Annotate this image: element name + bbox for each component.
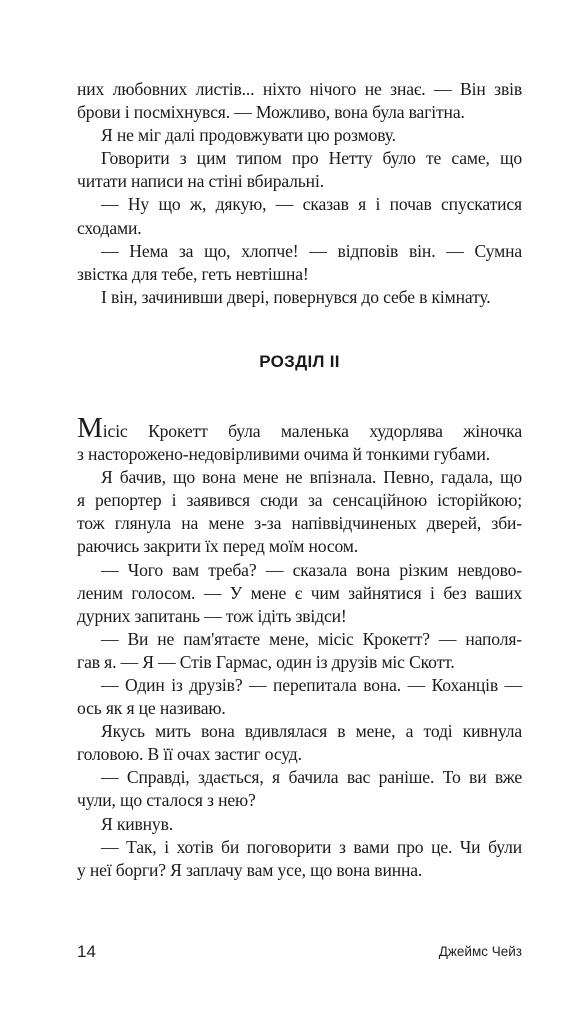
text-line: з насторожено-недовірливими очима й тонкими губами. [77,444,491,465]
text-line: Я бачив, що вона мене не впізнала. Певно, гадала, що [101,467,522,488]
paragraph [77,766,522,812]
chapter-heading: РОЗДІЛ ІІ [259,351,340,371]
text-line: Якусь мить вона вдивлялася в мене, а тоді кивнула [101,721,522,742]
text-line: чули, що сталося з нею? [77,790,256,811]
text-line: леним голосом. — У мене є чим зайнятися і без ваших [77,582,522,603]
text-line: І він, зачинивши двері, повернувся до себе в кімнату. [101,286,491,307]
text-line: тож глянула на мене з-за напіввідчиненых дверей, зби- [77,513,522,534]
chapter-text [77,411,522,882]
paragraph [77,836,522,882]
text-line: дурних запитань — тож ідіть звідси! [77,605,347,626]
paragraph [77,720,522,766]
text-line: — Справді, здається, я бачила вас раніше. То ви вже [101,767,522,788]
text-line: брови і посміхнувся. — Можливо, вона була вагітна. [77,102,465,123]
text-line: головою. В її очах застиг осуд. [77,744,302,765]
paragraph [77,193,522,239]
text-line: Я кивнув. [101,813,173,834]
paragraph [77,674,522,720]
text-line: — Один із друзів? — перепитала вона. — Коханців — [101,674,522,695]
paragraph [77,147,522,193]
text-line: гав я. — Я — Стів Гармас, один із друзів міс Скотт. [77,651,455,672]
text-line: — Чого вам треба? — сказала вона різким невдово- [101,559,522,580]
text-line: них любовних листів... ніхто нічого не знає. — Він звів [77,79,522,99]
text-line: — Ну що ж, дякую, — сказав я і почав спускатися [101,194,522,215]
text-line: читати написи на стіні вбиральні. [77,171,324,192]
paragraph [77,559,522,628]
page-number: 14 [77,942,96,961]
text-line [77,411,522,444]
text-line: сходами. [77,217,142,238]
text-line: Я не міг далі продовжувати цю розмову. [101,125,396,146]
text-line: звістка для тебе, геть невтішна! [77,263,309,284]
text-line: — Так, і хотів би поговорити з вами про це. Чи були [101,836,522,857]
text-line: Говорити з цим типом про Нетту було те саме, що [101,148,522,169]
text-before-chapter [77,78,522,309]
text-line: у неї борги? Я заплачу вам усе, що вона винна. [77,859,423,880]
paragraph [77,813,522,836]
text-line: я репортер і заявився сюди за сенсаційною історійкою; [77,490,522,511]
text-line-rest: ісіс Крокетт була маленька худорлява жіночка [102,420,522,441]
paragraph [77,286,522,309]
text-line: ось як я це називаю. [77,698,226,719]
paragraph [77,124,522,147]
paragraph [77,78,522,124]
text-line: — Нема за що, хлопче! — відповів він. — Сумна [101,240,522,261]
text-line: — Ви не пам'ятаєте мене, місіс Крокетт? — наполя- [101,628,522,649]
drop-cap-letter: М [77,411,103,444]
text-line: раючись закрити їх перед моїм носом. [77,536,359,557]
paragraph [77,628,522,674]
page-body [77,78,522,882]
paragraph [77,240,522,286]
paragraph [77,466,522,558]
paragraph [77,411,522,466]
running-head-author: Джеймс Чейз [438,944,522,959]
